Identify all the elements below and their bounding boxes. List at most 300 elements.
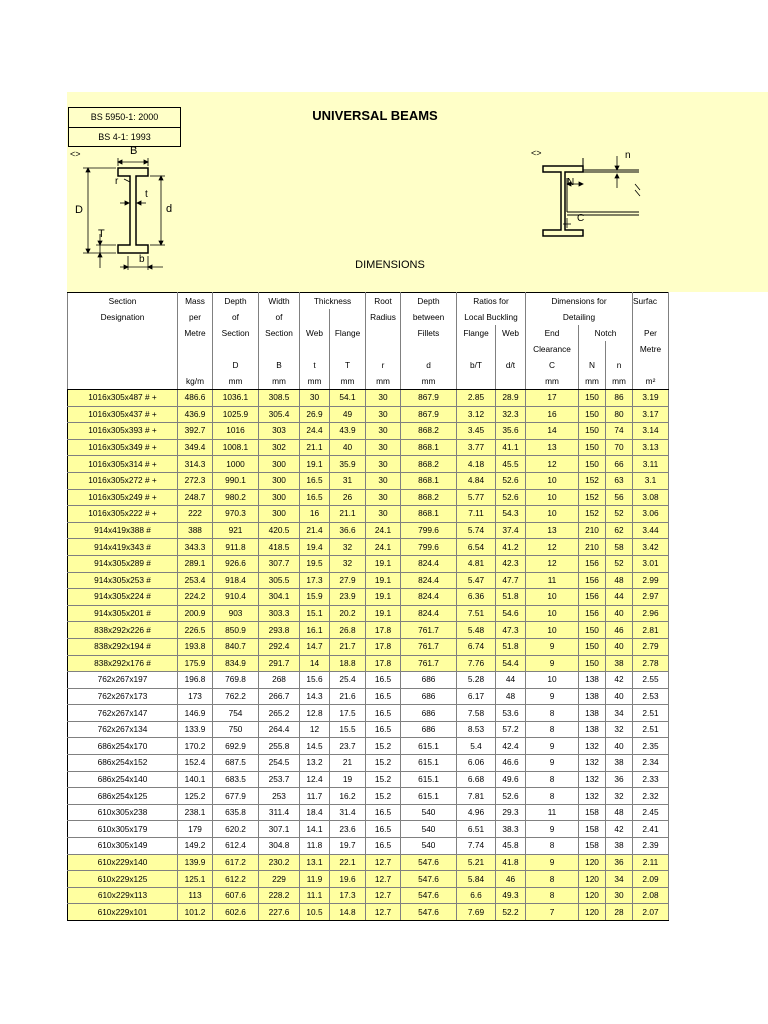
table-cell: 686 <box>401 672 457 689</box>
table-cell: 868.2 <box>401 489 457 506</box>
col-dimensions-1: Dimensions for <box>526 293 633 310</box>
table-row <box>68 406 669 423</box>
table-cell: 125.1 <box>178 871 213 888</box>
table-row <box>68 589 669 606</box>
table-cell: 51.8 <box>496 589 526 606</box>
table-cell: 14.1 <box>300 821 330 838</box>
table-cell: 17 <box>526 390 579 407</box>
table-cell: 307.1 <box>259 821 300 838</box>
table-cell: 6.68 <box>457 771 496 788</box>
sym-b-over-T: b/T <box>457 357 496 373</box>
table-cell: 146.9 <box>178 705 213 722</box>
table-cell: 175.9 <box>178 655 213 672</box>
table-cell: 4.96 <box>457 804 496 821</box>
table-cell: 156 <box>579 589 606 606</box>
table-cell: 49 <box>330 406 366 423</box>
table-row <box>68 539 669 556</box>
table-cell: 289.1 <box>178 555 213 572</box>
table-cell: 824.4 <box>401 572 457 589</box>
table-cell: 15.2 <box>366 755 401 772</box>
table-cell: 547.6 <box>401 854 457 871</box>
table-row <box>68 904 669 921</box>
table-row <box>68 788 669 805</box>
table-cell: 43.9 <box>330 423 366 440</box>
table-cell: 16.5 <box>366 705 401 722</box>
table-cell: 26.8 <box>330 622 366 639</box>
table-cell: 150 <box>579 423 606 440</box>
table-cell: 308.5 <box>259 390 300 407</box>
table-cell: 47.3 <box>496 622 526 639</box>
table-cell: 12.4 <box>300 771 330 788</box>
col-ratio-web: Web <box>496 325 526 341</box>
table-cell: 5.77 <box>457 489 496 506</box>
table-cell: 3.44 <box>633 522 669 539</box>
col-depth-between-2: between <box>401 309 457 325</box>
table-cell: 16.5 <box>366 672 401 689</box>
table-cell: 132 <box>579 755 606 772</box>
table-cell: 677.9 <box>213 788 259 805</box>
table-cell: 761.7 <box>401 638 457 655</box>
sym-t: t <box>300 357 330 373</box>
table-cell: 53.6 <box>496 705 526 722</box>
table-cell: 196.8 <box>178 672 213 689</box>
table-cell: 2.97 <box>633 589 669 606</box>
table-cell: 8 <box>526 771 579 788</box>
table-cell: 547.6 <box>401 871 457 888</box>
table-cell: 2.32 <box>633 788 669 805</box>
col-mass-2: per <box>178 309 213 325</box>
table-cell: 200.9 <box>178 605 213 622</box>
col-section-2: Designation <box>68 309 178 325</box>
table-cell: 6.51 <box>457 821 496 838</box>
table-cell: 32 <box>606 788 633 805</box>
table-cell: 10 <box>526 672 579 689</box>
table-cell: 3.13 <box>633 439 669 456</box>
section-designation-cell: 838x292x176 # <box>68 655 178 672</box>
col-dimensions-2: Detailing <box>526 309 633 325</box>
table-cell: 15.6 <box>300 672 330 689</box>
table-cell: 547.6 <box>401 887 457 904</box>
section-designation-cell: 1016x305x222 # + <box>68 506 178 523</box>
table-cell: 30 <box>366 506 401 523</box>
table-cell: 70 <box>606 439 633 456</box>
table-cell: 158 <box>579 821 606 838</box>
table-cell: 21.1 <box>300 439 330 456</box>
table-cell: 272.3 <box>178 472 213 489</box>
table-cell: 17.8 <box>366 622 401 639</box>
table-cell: 51.8 <box>496 638 526 655</box>
table-cell: 28 <box>606 904 633 921</box>
table-cell: 3.19 <box>633 390 669 407</box>
table-cell: 264.4 <box>259 721 300 738</box>
table-cell: 16.5 <box>366 838 401 855</box>
table-cell: 9 <box>526 688 579 705</box>
table-cell: 15.2 <box>366 788 401 805</box>
table-cell: 612.2 <box>213 871 259 888</box>
table-cell: 868.1 <box>401 506 457 523</box>
table-cell: 615.1 <box>401 755 457 772</box>
unit-T: mm <box>330 373 366 390</box>
table-cell: 16.5 <box>300 489 330 506</box>
table-row <box>68 572 669 589</box>
table-cell: 31.4 <box>330 804 366 821</box>
table-row <box>68 804 669 821</box>
table-cell: 2.33 <box>633 771 669 788</box>
table-cell: 9 <box>526 821 579 838</box>
table-cell: 8 <box>526 887 579 904</box>
table-cell: 1008.1 <box>213 439 259 456</box>
table-cell: 910.4 <box>213 589 259 606</box>
table-cell: 2.85 <box>457 390 496 407</box>
table-cell: 300 <box>259 489 300 506</box>
section-designation-cell: 762x267x147 <box>68 705 178 722</box>
table-cell: 16.5 <box>366 688 401 705</box>
table-cell: 5.47 <box>457 572 496 589</box>
table-cell: 834.9 <box>213 655 259 672</box>
table-row <box>68 423 669 440</box>
table-cell: 2.09 <box>633 871 669 888</box>
table-cell: 253.7 <box>259 771 300 788</box>
table-cell: 150 <box>579 390 606 407</box>
unit-surface: m² <box>633 373 669 390</box>
table-cell: 602.6 <box>213 904 259 921</box>
unit-r: mm <box>366 373 401 390</box>
table-cell: 750 <box>213 721 259 738</box>
table-cell: 1000 <box>213 456 259 473</box>
table-cell: 35.6 <box>496 423 526 440</box>
table-cell: 210 <box>579 522 606 539</box>
table-cell: 52 <box>606 506 633 523</box>
table-cell: 418.5 <box>259 539 300 556</box>
section-designation-cell: 914x419x343 # <box>68 539 178 556</box>
table-row <box>68 622 669 639</box>
col-root-1: Root <box>366 293 401 310</box>
col-mass-1: Mass <box>178 293 213 310</box>
table-cell: 15.1 <box>300 605 330 622</box>
table-cell: 125.2 <box>178 788 213 805</box>
table-cell: 349.4 <box>178 439 213 456</box>
table-cell: 824.4 <box>401 589 457 606</box>
section-designation-cell: 610x305x179 <box>68 821 178 838</box>
unit-mass: kg/m <box>178 373 213 390</box>
table-cell: 6.54 <box>457 539 496 556</box>
col-thickness-blank <box>300 309 330 325</box>
table-row <box>68 771 669 788</box>
table-cell: 617.2 <box>213 854 259 871</box>
table-cell: 4.84 <box>457 472 496 489</box>
table-cell: 436.9 <box>178 406 213 423</box>
col-depth-3: Section <box>213 325 259 341</box>
table-cell: 10 <box>526 472 579 489</box>
table-row <box>68 506 669 523</box>
col-web: Web <box>300 325 330 341</box>
table-cell: 19.4 <box>300 539 330 556</box>
table-cell: 224.2 <box>178 589 213 606</box>
table-cell: 2.35 <box>633 738 669 755</box>
table-cell: 19.6 <box>330 871 366 888</box>
table-cell: 30 <box>366 489 401 506</box>
table-cell: 16 <box>300 506 330 523</box>
table-cell: 14.3 <box>300 688 330 705</box>
section-designation-cell: 1016x305x393 # + <box>68 423 178 440</box>
col-section-1: Section <box>68 293 178 310</box>
table-cell: 292.4 <box>259 638 300 655</box>
table-cell: 615.1 <box>401 771 457 788</box>
table-cell: 9 <box>526 655 579 672</box>
table-cell: 17.8 <box>366 655 401 672</box>
section-designation-cell: 610x305x238 <box>68 804 178 821</box>
table-cell: 150 <box>579 456 606 473</box>
table-cell: 15.9 <box>300 589 330 606</box>
table-cell: 170.2 <box>178 738 213 755</box>
table-cell: 230.2 <box>259 854 300 871</box>
table-cell: 36.6 <box>330 522 366 539</box>
table-cell: 926.6 <box>213 555 259 572</box>
section-designation-cell: 1016x305x487 # + <box>68 390 178 407</box>
table-cell: 903 <box>213 605 259 622</box>
table-cell: 158 <box>579 838 606 855</box>
table-cell: 2.79 <box>633 638 669 655</box>
col-thickness: Thickness <box>300 293 366 310</box>
i-beam-section-diagram <box>68 146 178 276</box>
table-cell: 13.2 <box>300 755 330 772</box>
label-d: d <box>166 203 173 215</box>
table-cell: 5.48 <box>457 622 496 639</box>
table-cell: 15.2 <box>366 738 401 755</box>
section-designation-cell: 610x229x101 <box>68 904 178 921</box>
table-cell: 13.1 <box>300 854 330 871</box>
table-cell: 41.2 <box>496 539 526 556</box>
table-cell: 686 <box>401 705 457 722</box>
table-cell: 27.9 <box>330 572 366 589</box>
table-cell: 120 <box>579 904 606 921</box>
table-cell: 19.1 <box>366 605 401 622</box>
table-cell: 11 <box>526 804 579 821</box>
table-row <box>68 871 669 888</box>
table-cell: 9 <box>526 738 579 755</box>
table-cell: 16.2 <box>330 788 366 805</box>
section-designation-cell: 914x419x388 # <box>68 522 178 539</box>
table-cell: 16.5 <box>366 721 401 738</box>
table-cell: 227.6 <box>259 904 300 921</box>
table-cell: 42 <box>606 821 633 838</box>
table-cell: 24.1 <box>366 539 401 556</box>
table-cell: 2.96 <box>633 605 669 622</box>
table-cell: 30 <box>366 472 401 489</box>
table-cell: 248.7 <box>178 489 213 506</box>
table-cell: 10 <box>526 605 579 622</box>
table-cell: 2.78 <box>633 655 669 672</box>
table-cell: 37.4 <box>496 522 526 539</box>
table-cell: 140.1 <box>178 771 213 788</box>
table-cell: 149.2 <box>178 838 213 855</box>
table-cell: 132 <box>579 771 606 788</box>
table-cell: 547.6 <box>401 904 457 921</box>
table-cell: 17.5 <box>330 705 366 722</box>
table-cell: 7 <box>526 904 579 921</box>
table-cell: 32 <box>330 555 366 572</box>
table-cell: 754 <box>213 705 259 722</box>
sym-T: T <box>330 357 366 373</box>
col-width-2: of <box>259 309 300 325</box>
table-cell: 19.1 <box>366 572 401 589</box>
table-cell: 113 <box>178 887 213 904</box>
table-cell: 265.2 <box>259 705 300 722</box>
table-cell: 21.6 <box>330 688 366 705</box>
table-cell: 12 <box>300 721 330 738</box>
table-cell: 253 <box>259 788 300 805</box>
table-cell: 15.5 <box>330 721 366 738</box>
col-clearance: Clearance <box>526 341 579 357</box>
table-cell: 2.39 <box>633 838 669 855</box>
table-cell: 3.14 <box>633 423 669 440</box>
col-surface-blank <box>633 309 669 325</box>
section-designation-cell: 1016x305x314 # + <box>68 456 178 473</box>
table-cell: 48 <box>496 688 526 705</box>
section-designation-cell: 762x267x197 <box>68 672 178 689</box>
table-row <box>68 887 669 904</box>
table-cell: 25.4 <box>330 672 366 689</box>
section-designation-cell: 1016x305x272 # + <box>68 472 178 489</box>
unit-D: mm <box>213 373 259 390</box>
table-cell: 21.7 <box>330 638 366 655</box>
table-cell: 692.9 <box>213 738 259 755</box>
table-cell: 868.2 <box>401 423 457 440</box>
link-left[interactable]: <> <box>70 149 81 159</box>
table-cell: 28.9 <box>496 390 526 407</box>
table-cell: 32 <box>330 539 366 556</box>
table-cell: 13 <box>526 439 579 456</box>
table-cell: 42.3 <box>496 555 526 572</box>
col-ratios-1: Ratios for <box>457 293 526 310</box>
table-cell: 6.36 <box>457 589 496 606</box>
table-cell: 120 <box>579 887 606 904</box>
table-cell: 1036.1 <box>213 390 259 407</box>
col-per: Per <box>633 325 669 341</box>
col-width-1: Width <box>259 293 300 310</box>
table-cell: 612.4 <box>213 838 259 855</box>
table-cell: 19.1 <box>366 555 401 572</box>
table-row <box>68 655 669 672</box>
table-cell: 54.4 <box>496 655 526 672</box>
table-cell: 38 <box>606 655 633 672</box>
table-cell: 867.9 <box>401 406 457 423</box>
table-cell: 9 <box>526 854 579 871</box>
table-cell: 30 <box>366 439 401 456</box>
table-cell: 980.2 <box>213 489 259 506</box>
table-cell: 34 <box>606 871 633 888</box>
table-cell: 2.07 <box>633 904 669 921</box>
table-cell: 300 <box>259 506 300 523</box>
table-cell: 683.5 <box>213 771 259 788</box>
table-cell: 21 <box>330 755 366 772</box>
table-cell: 40 <box>606 738 633 755</box>
table-cell: 14.7 <box>300 638 330 655</box>
table-cell: 80 <box>606 406 633 423</box>
table-cell: 10 <box>526 589 579 606</box>
table-cell: 11.1 <box>300 887 330 904</box>
label-N: N <box>567 177 575 188</box>
table-cell: 3.77 <box>457 439 496 456</box>
table-cell: 8 <box>526 788 579 805</box>
unit-B: mm <box>259 373 300 390</box>
table-row <box>68 705 669 722</box>
col-depth-2: of <box>213 309 259 325</box>
table-cell: 152 <box>579 472 606 489</box>
sym-n: n <box>606 357 633 373</box>
table-cell: 19 <box>330 771 366 788</box>
table-cell: 156 <box>579 572 606 589</box>
table-row <box>68 390 669 407</box>
table-cell: 210 <box>579 539 606 556</box>
table-cell: 42 <box>606 672 633 689</box>
col-depth-between-1: Depth <box>401 293 457 310</box>
table-cell: 1025.9 <box>213 406 259 423</box>
table-cell: 15.2 <box>366 771 401 788</box>
table-cell: 17.8 <box>366 638 401 655</box>
table-cell: 3.42 <box>633 539 669 556</box>
table-cell: 2.55 <box>633 672 669 689</box>
label-C: C <box>577 213 585 224</box>
table-cell: 16.5 <box>366 804 401 821</box>
table-cell: 486.6 <box>178 390 213 407</box>
table-cell: 686 <box>401 688 457 705</box>
table-cell: 11.7 <box>300 788 330 805</box>
table-cell: 761.7 <box>401 622 457 639</box>
table-cell: 18.8 <box>330 655 366 672</box>
table-cell: 840.7 <box>213 638 259 655</box>
table-cell: 66 <box>606 456 633 473</box>
standard-1: BS 5950-1: 2000 <box>69 108 180 128</box>
table-cell: 268 <box>259 672 300 689</box>
table-cell: 150 <box>579 655 606 672</box>
table-cell: 41.8 <box>496 854 526 871</box>
table-cell: 620.2 <box>213 821 259 838</box>
col-section-blank <box>68 325 178 341</box>
table-cell: 990.1 <box>213 472 259 489</box>
sym-r: r <box>366 357 401 373</box>
table-cell: 12.8 <box>300 705 330 722</box>
table-cell: 6.06 <box>457 755 496 772</box>
section-designation-cell: 838x292x194 # <box>68 638 178 655</box>
link-right[interactable]: <> <box>531 148 542 158</box>
table-cell: 38 <box>606 755 633 772</box>
table-cell: 150 <box>579 439 606 456</box>
table-cell: 193.8 <box>178 638 213 655</box>
table-row <box>68 688 669 705</box>
table-cell: 2.81 <box>633 622 669 639</box>
table-cell: 132 <box>579 788 606 805</box>
label-b: b <box>139 254 145 265</box>
section-designation-cell: 1016x305x249 # + <box>68 489 178 506</box>
table-cell: 11.9 <box>300 871 330 888</box>
standards-box <box>68 107 181 147</box>
table-cell: 63 <box>606 472 633 489</box>
table-row <box>68 456 669 473</box>
table-cell: 54.1 <box>330 390 366 407</box>
table-cell: 40 <box>330 439 366 456</box>
table-cell: 540 <box>401 821 457 838</box>
standard-2: BS 4-1: 1993 <box>98 132 151 142</box>
table-cell: 158 <box>579 804 606 821</box>
section-designation-cell: 686x254x170 <box>68 738 178 755</box>
table-cell: 19.7 <box>330 838 366 855</box>
table-cell: 255.8 <box>259 738 300 755</box>
table-cell: 44 <box>606 589 633 606</box>
universal-beams-table <box>67 292 669 921</box>
table-cell: 824.4 <box>401 605 457 622</box>
table-cell: 156 <box>579 605 606 622</box>
